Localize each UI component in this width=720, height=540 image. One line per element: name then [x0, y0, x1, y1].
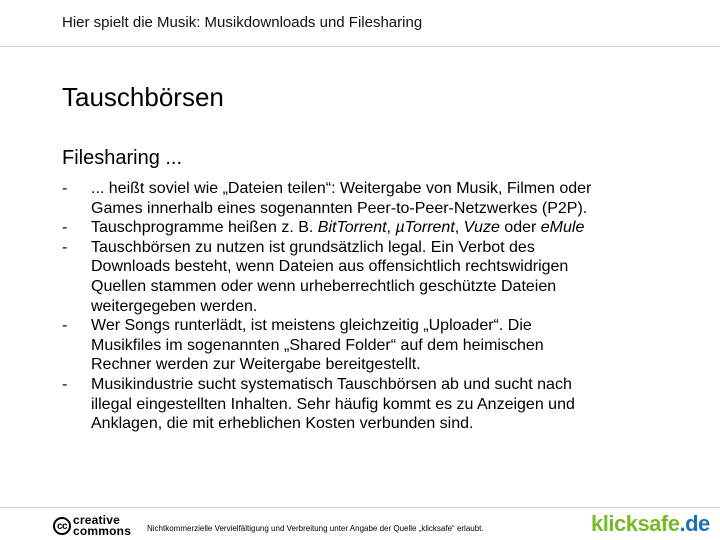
bullet-dash: -: [62, 375, 68, 393]
bullet-text-line: Downloads besteht, wenn Dateien aus offensichtlich rechtswidrigen: [91, 258, 569, 276]
bullet-item-3: [62, 238, 692, 316]
bullet-text-line: weitergegeben werden.: [91, 297, 258, 315]
klicksafe-logo-part: safe: [637, 511, 680, 536]
footer-license-note: Nichtkommerzielle Vervielfältigung und Verbreitung unter Angabe der Quelle „klicksafe“ erlaubt.: [147, 524, 484, 533]
header-divider: [0, 46, 720, 47]
bullet-dash: -: [62, 317, 68, 335]
cc-icon: cc: [53, 517, 71, 535]
bullet-dash: -: [62, 238, 68, 256]
app-name-bittorrent: BitTorrent: [317, 219, 387, 237]
bullet-text-line: Musikfiles im sogenannten „Shared Folder“ auf dem heimischen: [91, 336, 544, 354]
bullet-item-1: [62, 179, 692, 218]
klicksafe-logo: [591, 511, 710, 537]
header-title: Hier spielt die Musik: Musikdownloads und Filesharing: [62, 14, 423, 31]
bullet-text-line: Quellen stammen oder wenn urheberrechtlich geschützte Dateien: [91, 277, 557, 295]
bullet-text-prefix: Tauschprogramme heißen z. B.: [91, 219, 318, 237]
bullet-text-line: Rechner werden zur Weitergabe bereitgestellt.: [91, 356, 421, 374]
bullet-dash: -: [62, 219, 68, 237]
separator: ,: [454, 219, 464, 237]
bullet-text-line: Wer Songs runterlädt, ist meistens gleichzeitig „Uploader“. Die: [91, 317, 532, 335]
separator: oder: [499, 219, 541, 237]
bullet-text-line: ... heißt soviel wie „Dateien teilen“: Weitergabe von Musik, Filmen oder: [91, 180, 592, 197]
bullet-text-line: Tauschbörsen zu nutzen ist grundsätzlich legal. Ein Verbot des: [91, 238, 535, 256]
bullet-item-4: [62, 316, 692, 375]
slide-title: Tauschbörsen: [62, 82, 224, 112]
bullet-item-5: [62, 375, 692, 434]
bullet-list: [62, 179, 692, 434]
bullet-text-line: Musikindustrie sucht systematisch Tauschbörsen ab und sucht nach: [91, 375, 572, 393]
app-name-vuze: Vuze: [463, 219, 500, 237]
section-heading: Filesharing ...: [62, 147, 183, 169]
app-name-emule: eMule: [540, 219, 585, 237]
footer-divider: [0, 507, 720, 508]
bullet-text-line: illegal eingestellten Inhalten. Sehr häufig kommt es zu Anzeigen und: [91, 395, 575, 413]
separator: ,: [386, 219, 396, 237]
klicksafe-logo-part: klick: [591, 511, 638, 536]
bullet-text-line: Anklagen, die mit erheblichen Kosten verbunden sind.: [91, 415, 474, 433]
creative-commons-logo: [53, 515, 131, 537]
bullet-item-2: [62, 218, 692, 238]
cc-word-creative: creative: [73, 513, 120, 527]
cc-wordmark: [73, 515, 131, 537]
bullet-dash: -: [62, 180, 68, 197]
bullet-text-line: Games innerhalb eines sogenannten Peer-to-Peer-Netzwerkes (P2P).: [91, 199, 588, 217]
app-name-utorrent: µTorrent: [395, 219, 455, 237]
cc-word-commons: commons: [73, 524, 132, 538]
klicksafe-logo-domain: .de: [679, 511, 710, 536]
